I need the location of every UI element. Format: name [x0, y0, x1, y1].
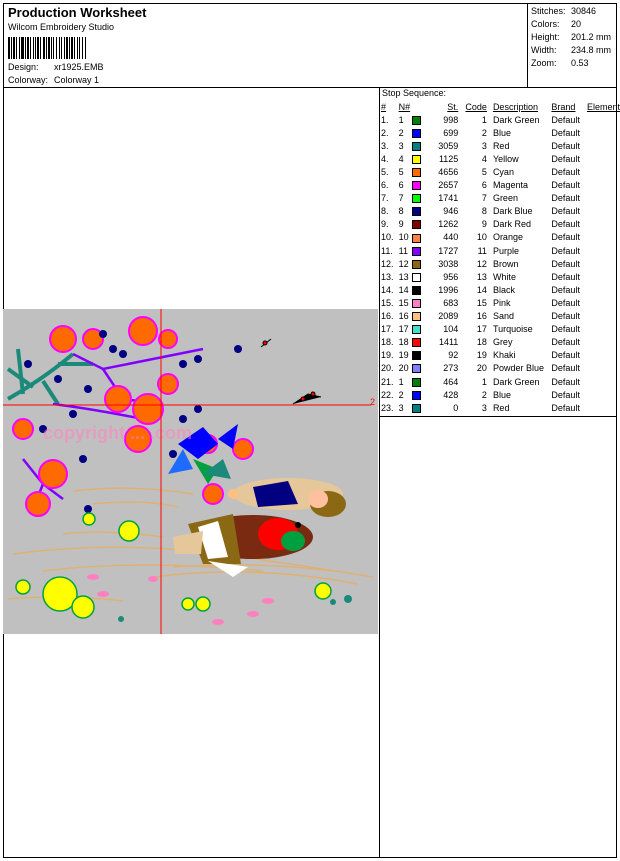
row-index: 16.: [381, 311, 394, 322]
row-description: Magenta: [492, 180, 528, 191]
color-swatch: [412, 273, 421, 282]
row-brand: Default: [551, 297, 580, 308]
embroidery-artwork: [3, 309, 378, 634]
row-description: Purple: [492, 245, 519, 256]
row-description: Green: [492, 193, 518, 204]
row-swatch: [412, 296, 426, 309]
row-brand: Default: [551, 311, 580, 322]
colorway-value: Colorway 1: [54, 75, 100, 85]
color-swatch: [412, 207, 421, 216]
color-swatch: [412, 194, 421, 203]
table-row: [381, 362, 620, 375]
row-needle: 6: [398, 180, 404, 191]
row-element: [587, 126, 620, 139]
row-index: 11.: [381, 245, 393, 256]
row-stitches: 104: [443, 324, 459, 335]
row-brand: Default: [551, 167, 580, 178]
row-index: 6.: [381, 180, 389, 191]
color-swatch: [412, 312, 421, 321]
row-swatch: [412, 152, 426, 165]
row-brand: Default: [551, 363, 580, 374]
row-index: 19.: [381, 350, 394, 361]
table-row: [381, 270, 620, 283]
row-code: 8: [481, 206, 487, 217]
row-brand: Default: [551, 337, 580, 348]
row-stitches: 4656: [438, 167, 459, 178]
header-divider: [3, 87, 617, 88]
color-swatch: [412, 142, 421, 151]
row-code: 2: [481, 127, 487, 138]
row-swatch: [412, 126, 426, 139]
col-description: Description: [492, 101, 538, 112]
row-brand: Default: [551, 245, 580, 256]
row-index: 5.: [381, 167, 389, 178]
row-element: [587, 257, 620, 270]
row-needle: 12: [398, 258, 409, 269]
row-code: 1: [481, 376, 487, 387]
crosshair-marker: 2: [370, 397, 376, 407]
row-element: [587, 296, 620, 309]
row-element: [587, 310, 620, 323]
row-code: 4: [481, 153, 487, 164]
stats-divider: [527, 3, 528, 87]
row-stitches: 3038: [438, 258, 459, 269]
row-code: 14: [476, 284, 487, 295]
row-element: [587, 270, 620, 283]
row-description: Khaki: [492, 350, 516, 361]
row-description: Dark Green: [492, 376, 540, 387]
row-stitches: 683: [443, 297, 459, 308]
row-description: Powder Blue: [492, 363, 544, 374]
design-value: xr1925.EMB: [54, 62, 104, 72]
row-brand: Default: [551, 140, 580, 151]
row-swatch: [412, 244, 426, 257]
row-description: Dark Blue: [492, 206, 533, 217]
row-swatch: [412, 113, 426, 126]
row-element: [587, 165, 620, 178]
row-needle: 14: [398, 284, 409, 295]
row-needle: 2: [398, 389, 404, 400]
row-needle: 17: [398, 324, 409, 335]
color-swatch: [412, 129, 421, 138]
stat-width: Width: 234.8 mm: [531, 45, 612, 55]
row-swatch: [412, 165, 426, 178]
row-brand: Default: [551, 127, 580, 138]
row-code: 9: [481, 219, 487, 230]
row-needle: 9: [398, 219, 404, 230]
row-needle: 5: [398, 167, 404, 178]
row-index: 10.: [381, 232, 394, 243]
duck-upper: [228, 478, 346, 517]
stop-sequence-label: Stop Sequence:: [382, 88, 447, 98]
row-needle: 3: [398, 140, 404, 151]
row-element: [587, 388, 620, 401]
row-element: [587, 283, 620, 296]
row-description: Blue: [492, 389, 511, 400]
row-needle: 18: [398, 337, 409, 348]
page-title: Production Worksheet: [8, 5, 147, 20]
table-row: [381, 388, 620, 401]
color-swatch: [412, 299, 421, 308]
color-swatch: [412, 234, 421, 243]
row-description: Turquoise: [492, 324, 533, 335]
row-code: 5: [481, 167, 487, 178]
design-preview: [3, 309, 378, 634]
row-code: 1: [481, 114, 487, 125]
table-row: [381, 336, 620, 349]
row-element: [587, 192, 620, 205]
col-stitches: St.: [447, 101, 459, 112]
table-row: [381, 244, 620, 257]
row-code: 13: [476, 271, 487, 282]
table-row: [381, 231, 620, 244]
row-stitches: 1727: [438, 245, 459, 256]
row-stitches: 3059: [438, 140, 459, 151]
row-element: [587, 362, 620, 375]
table-row: [381, 139, 620, 152]
table-row: [381, 152, 620, 165]
row-needle: 8: [398, 206, 404, 217]
row-index: 23.: [381, 402, 394, 413]
row-code: 19: [476, 350, 487, 361]
row-stitches: 464: [443, 376, 459, 387]
color-swatch: [412, 116, 421, 125]
row-swatch: [412, 179, 426, 192]
row-needle: 2: [398, 127, 404, 138]
row-needle: 19: [398, 350, 409, 361]
stat-height: Height: 201.2 mm: [531, 32, 612, 42]
row-index: 21.: [381, 376, 394, 387]
row-element: [587, 244, 620, 257]
row-element: [587, 231, 620, 244]
row-needle: 11: [398, 245, 408, 256]
row-description: Sand: [492, 311, 514, 322]
stat-zoom: Zoom: 0.53: [531, 58, 589, 68]
row-stitches: 92: [448, 350, 459, 361]
row-brand: Default: [551, 350, 580, 361]
row-code: 17: [476, 324, 487, 335]
row-code: 3: [481, 402, 487, 413]
row-index: 14.: [381, 284, 394, 295]
row-index: 2.: [381, 127, 389, 138]
table-row: [381, 192, 620, 205]
row-swatch: [412, 270, 426, 283]
table-row: [381, 310, 620, 323]
row-needle: 20: [398, 363, 409, 374]
row-index: 3.: [381, 140, 389, 151]
table-row: [381, 283, 620, 296]
row-code: 16: [476, 311, 487, 322]
row-brand: Default: [551, 232, 580, 243]
row-needle: 15: [398, 297, 409, 308]
color-swatch: [412, 286, 421, 295]
row-description: Dark Green: [492, 114, 540, 125]
watermark: copyright ... .com: [43, 423, 193, 443]
table-row: [381, 165, 620, 178]
row-brand: Default: [551, 284, 580, 295]
col-index: #: [381, 101, 387, 112]
row-code: 11: [477, 245, 487, 256]
row-index: 9.: [381, 219, 389, 230]
row-stitches: 1262: [438, 219, 459, 230]
col-needle: N#: [398, 101, 411, 112]
row-code: 6: [481, 180, 487, 191]
color-swatch: [412, 364, 421, 373]
color-swatch: [412, 391, 421, 400]
row-brand: Default: [551, 114, 580, 125]
row-code: 7: [481, 193, 487, 204]
color-swatch: [412, 181, 421, 190]
row-brand: Default: [551, 193, 580, 204]
color-swatch: [412, 378, 421, 387]
row-index: 13.: [381, 271, 394, 282]
row-needle: 1: [398, 376, 404, 387]
table-header-row: [381, 100, 620, 113]
row-brand: Default: [551, 376, 580, 387]
row-description: Blue: [492, 127, 511, 138]
row-swatch: [412, 257, 426, 270]
row-description: Red: [492, 402, 510, 413]
row-code: 3: [481, 140, 487, 151]
row-brand: Default: [551, 324, 580, 335]
col-brand: Brand: [551, 101, 576, 112]
row-index: 7.: [381, 193, 389, 204]
stop-sequence-table: [381, 100, 620, 414]
color-swatch: [412, 404, 421, 413]
row-needle: 1: [398, 114, 404, 125]
insects: [261, 339, 321, 404]
stat-stitches: Stitches: 30846: [531, 6, 597, 16]
row-code: 18: [476, 337, 487, 348]
row-element: [587, 218, 620, 231]
row-stitches: 440: [443, 232, 459, 243]
row-code: 10: [476, 232, 487, 243]
table-row: [381, 257, 620, 270]
color-swatch: [412, 260, 421, 269]
row-swatch: [412, 310, 426, 323]
row-stitches: 946: [443, 206, 459, 217]
row-needle: 4: [398, 153, 404, 164]
row-swatch: [412, 388, 426, 401]
row-swatch: [412, 362, 426, 375]
row-stitches: 1741: [438, 193, 459, 204]
row-index: 12.: [381, 258, 394, 269]
row-brand: Default: [551, 180, 580, 191]
table-row: [381, 401, 620, 414]
col-swatch: [412, 100, 426, 113]
row-needle: 16: [398, 311, 409, 322]
table-row: [381, 205, 620, 218]
row-element: [587, 349, 620, 362]
software-name: Wilcom Embroidery Studio: [8, 22, 115, 32]
row-code: 2: [481, 389, 487, 400]
stats-block: [531, 6, 611, 71]
row-element: [587, 113, 620, 126]
row-swatch: [412, 323, 426, 336]
row-swatch: [412, 336, 426, 349]
row-element: [587, 375, 620, 388]
row-description: Dark Red: [492, 219, 531, 230]
color-swatch: [412, 220, 421, 229]
row-code: 20: [476, 363, 487, 374]
row-element: [587, 323, 620, 336]
row-stitches: 1411: [438, 337, 459, 348]
colorway-label: Colorway:: [8, 75, 49, 85]
row-code: 12: [476, 258, 487, 269]
row-element: [587, 336, 620, 349]
color-swatch: [412, 351, 421, 360]
row-swatch: [412, 231, 426, 244]
row-index: 1.: [381, 114, 389, 125]
row-stitches: 273: [443, 363, 459, 374]
row-brand: Default: [551, 206, 580, 217]
table-row: [381, 113, 620, 126]
row-swatch: [412, 192, 426, 205]
row-needle: 13: [398, 271, 409, 282]
main-divider: [379, 87, 380, 858]
row-index: 4.: [381, 153, 389, 164]
row-description: Yellow: [492, 153, 519, 164]
table-row: [381, 296, 620, 309]
color-swatch: [412, 247, 421, 256]
row-index: 22.: [381, 389, 394, 400]
table-row: [381, 375, 620, 388]
row-stitches: 0: [453, 402, 459, 413]
row-stitches: 1125: [438, 153, 459, 164]
row-index: 8.: [381, 206, 389, 217]
table-row: [381, 126, 620, 139]
row-code: 15: [476, 297, 487, 308]
row-needle: 10: [398, 232, 409, 243]
row-stitches: 998: [443, 114, 459, 125]
table-row: [381, 349, 620, 362]
row-swatch: [412, 139, 426, 152]
row-swatch: [412, 205, 426, 218]
row-stitches: 699: [443, 127, 459, 138]
sequence-divider: [379, 416, 617, 417]
row-index: 17.: [381, 324, 394, 335]
row-index: 20.: [381, 363, 394, 374]
row-element: [587, 205, 620, 218]
row-brand: Default: [551, 258, 580, 269]
table-row: [381, 179, 620, 192]
row-description: Orange: [492, 232, 523, 243]
row-element: [587, 139, 620, 152]
color-swatch: [412, 325, 421, 334]
row-description: Grey: [492, 337, 513, 348]
row-element: [587, 152, 620, 165]
row-swatch: [412, 375, 426, 388]
color-swatch: [412, 168, 421, 177]
color-swatch: [412, 338, 421, 347]
color-swatch: [412, 155, 421, 164]
row-description: White: [492, 271, 516, 282]
row-stitches: 1996: [438, 284, 459, 295]
row-index: 18.: [381, 337, 394, 348]
row-swatch: [412, 218, 426, 231]
row-index: 15.: [381, 297, 394, 308]
row-description: Cyan: [492, 167, 514, 178]
table-row: [381, 323, 620, 336]
design-label: Design:: [8, 62, 39, 72]
stat-colors: Colors: 20: [531, 19, 582, 29]
row-brand: Default: [551, 402, 580, 413]
row-needle: 3: [398, 402, 404, 413]
barcode: [8, 37, 130, 59]
barcode-bar: [86, 37, 87, 59]
row-brand: Default: [551, 219, 580, 230]
row-needle: 7: [398, 193, 404, 204]
row-stitches: 2657: [438, 180, 459, 191]
table-row: [381, 218, 620, 231]
row-brand: Default: [551, 271, 580, 282]
teal-accents: [118, 595, 352, 622]
row-stitches: 956: [443, 271, 459, 282]
row-swatch: [412, 283, 426, 296]
col-element: Element: [586, 101, 620, 112]
row-element: [587, 179, 620, 192]
row-description: Brown: [492, 258, 519, 269]
row-stitches: 428: [443, 389, 459, 400]
row-description: Black: [492, 284, 515, 295]
row-brand: Default: [551, 153, 580, 164]
col-code: Code: [465, 101, 487, 112]
row-swatch: [412, 349, 426, 362]
row-stitches: 2089: [438, 311, 459, 322]
row-brand: Default: [551, 389, 580, 400]
row-description: Pink: [492, 297, 511, 308]
row-description: Red: [492, 140, 510, 151]
row-swatch: [412, 401, 426, 414]
row-element: [587, 401, 620, 414]
